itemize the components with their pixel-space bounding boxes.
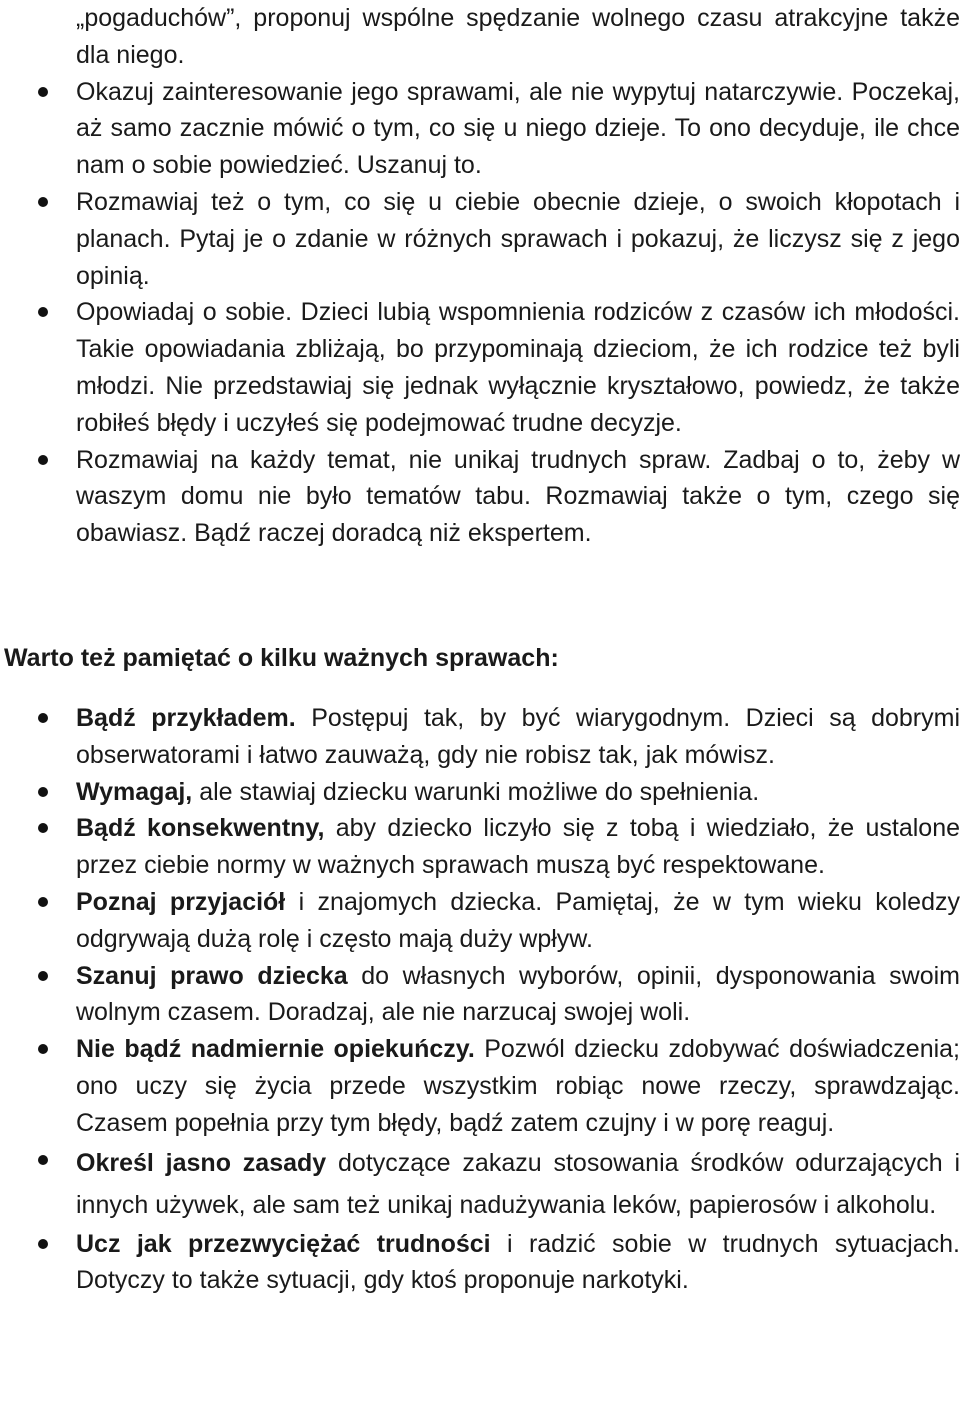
rule-text: ale stawiaj dziecku warunki możliwe do spełnienia. (192, 777, 760, 806)
rule-title: Ucz jak przezwyciężać trudności (76, 1229, 491, 1258)
rule-title: Bądź przykładem. (76, 704, 296, 732)
list-item (0, 74, 960, 184)
intro-continuation: „pogaduchów”, proponuj wspólne spędzanie wolnego czasu atrakcyjne także dla niego. (76, 4, 960, 69)
bullet-icon (38, 307, 48, 317)
rule-item (0, 810, 960, 884)
bullet-icon (38, 897, 48, 907)
list-item-text: Rozmawiaj na każdy temat, nie unikaj trudnych spraw. Zadbaj o to, żeby w waszym domu nie było tematów tabu. Rozmawiaj także o tym, czego się obawiasz. Bądź raczej doradcą niż ekspertem. (76, 445, 960, 548)
rule-item (0, 1031, 960, 1141)
rule-text: dotyczące zakazu stosowania środków odurzających i innych używek, ale sam też unikaj nadużywania leków, papierosów i alkoholu. (76, 1148, 960, 1219)
tips-list (0, 74, 960, 552)
list-item (0, 442, 960, 552)
rule-title: Wymagaj, (76, 777, 193, 806)
rules-section (0, 700, 960, 1299)
rule-item (0, 1226, 960, 1300)
list-item-text: Okazuj zainteresowanie jego sprawami, ale nie wypytuj natarczywie. Poczekaj, aż samo zacznie mówić o tym, co się u niego dzieje. To ono decyduje, ile chce nam o sobie powiedzieć. Uszanuj to. (76, 77, 960, 180)
rule-text: i radzić sobie w trudnych sytuacjach. Dotyczy to także sytuacji, gdy ktoś proponuje narkotyki. (76, 1229, 960, 1295)
rule-item (0, 958, 960, 1032)
rule-title: Określ jasno zasady (76, 1148, 327, 1177)
rule-title: Szanuj prawo dziecka (76, 961, 348, 990)
bullet-icon (38, 971, 48, 981)
list-item (0, 294, 960, 441)
rules-list (0, 700, 960, 1299)
bullet-icon (38, 787, 48, 797)
section-heading: Warto też pamiętać o kilku ważnych sprawach: (4, 644, 559, 672)
bullet-icon (38, 1239, 48, 1249)
bullet-icon (38, 1155, 48, 1165)
bullet-icon (38, 823, 48, 833)
rule-item (0, 1142, 960, 1226)
rule-text: aby dziecko liczyło się z tobą i wiedziało, że ustalone przez ciebie normy w ważnych sprawach muszą być respektowane. (76, 814, 960, 880)
rule-title: Bądź konsekwentny, (76, 814, 325, 843)
rule-item (0, 700, 960, 774)
rule-item (0, 884, 960, 958)
bullet-icon (38, 87, 48, 97)
rule-title: Poznaj przyjaciół (76, 887, 286, 916)
rule-item (0, 774, 960, 811)
rule-title: Nie bądź nadmiernie opiekuńczy. (76, 1035, 475, 1064)
rule-text: Postępuj tak, by być wiarygodnym. Dzieci są dobrymi obserwatorami i łatwo zauważą, gdy nie robisz tak, jak mówisz. (76, 704, 960, 769)
bullet-icon (38, 1044, 48, 1054)
tips-section (0, 0, 960, 552)
list-item (0, 184, 960, 294)
list-item-text: Rozmawiaj też o tym, co się u ciebie obecnie dzieje, o swoich kłopotach i planach. Pytaj je o zdanie w różnych sprawach i pokazuj, że liczysz się z jego opinią. (76, 187, 960, 290)
rule-text: i znajomych dziecka. Pamiętaj, że w tym wieku koledzy odgrywają dużą rolę i często mają duży wpływ. (76, 887, 960, 953)
bullet-icon (38, 455, 48, 465)
list-item-text: Opowiadaj o sobie. Dzieci lubią wspomnienia rodziców z czasów ich młodości. Takie opowiadania zbliżają, bo przypominają dzieciom, że ich rodzice też byli młodzi. Nie przedstawiaj się jednak wyłącznie kryształowo, powiedz, że także robiłeś błędy i uczyłeś się podejmować trudne decyzje. (76, 298, 960, 437)
rule-text: Pozwól dziecku zdobywać doświadczenia; ono uczy się życia przede wszystkim robiąc nowe rzeczy, sprawdzając. Czasem popełnia przy tym błędy, bądź zatem czujny i w porę reaguj. (76, 1035, 960, 1137)
bullet-icon (38, 197, 48, 207)
bullet-icon (38, 713, 48, 723)
rule-text: do własnych wyborów, opinii, dysponowania swoim wolnym czasem. Doradzaj, ale nie narzucaj swojej woli. (76, 961, 960, 1027)
